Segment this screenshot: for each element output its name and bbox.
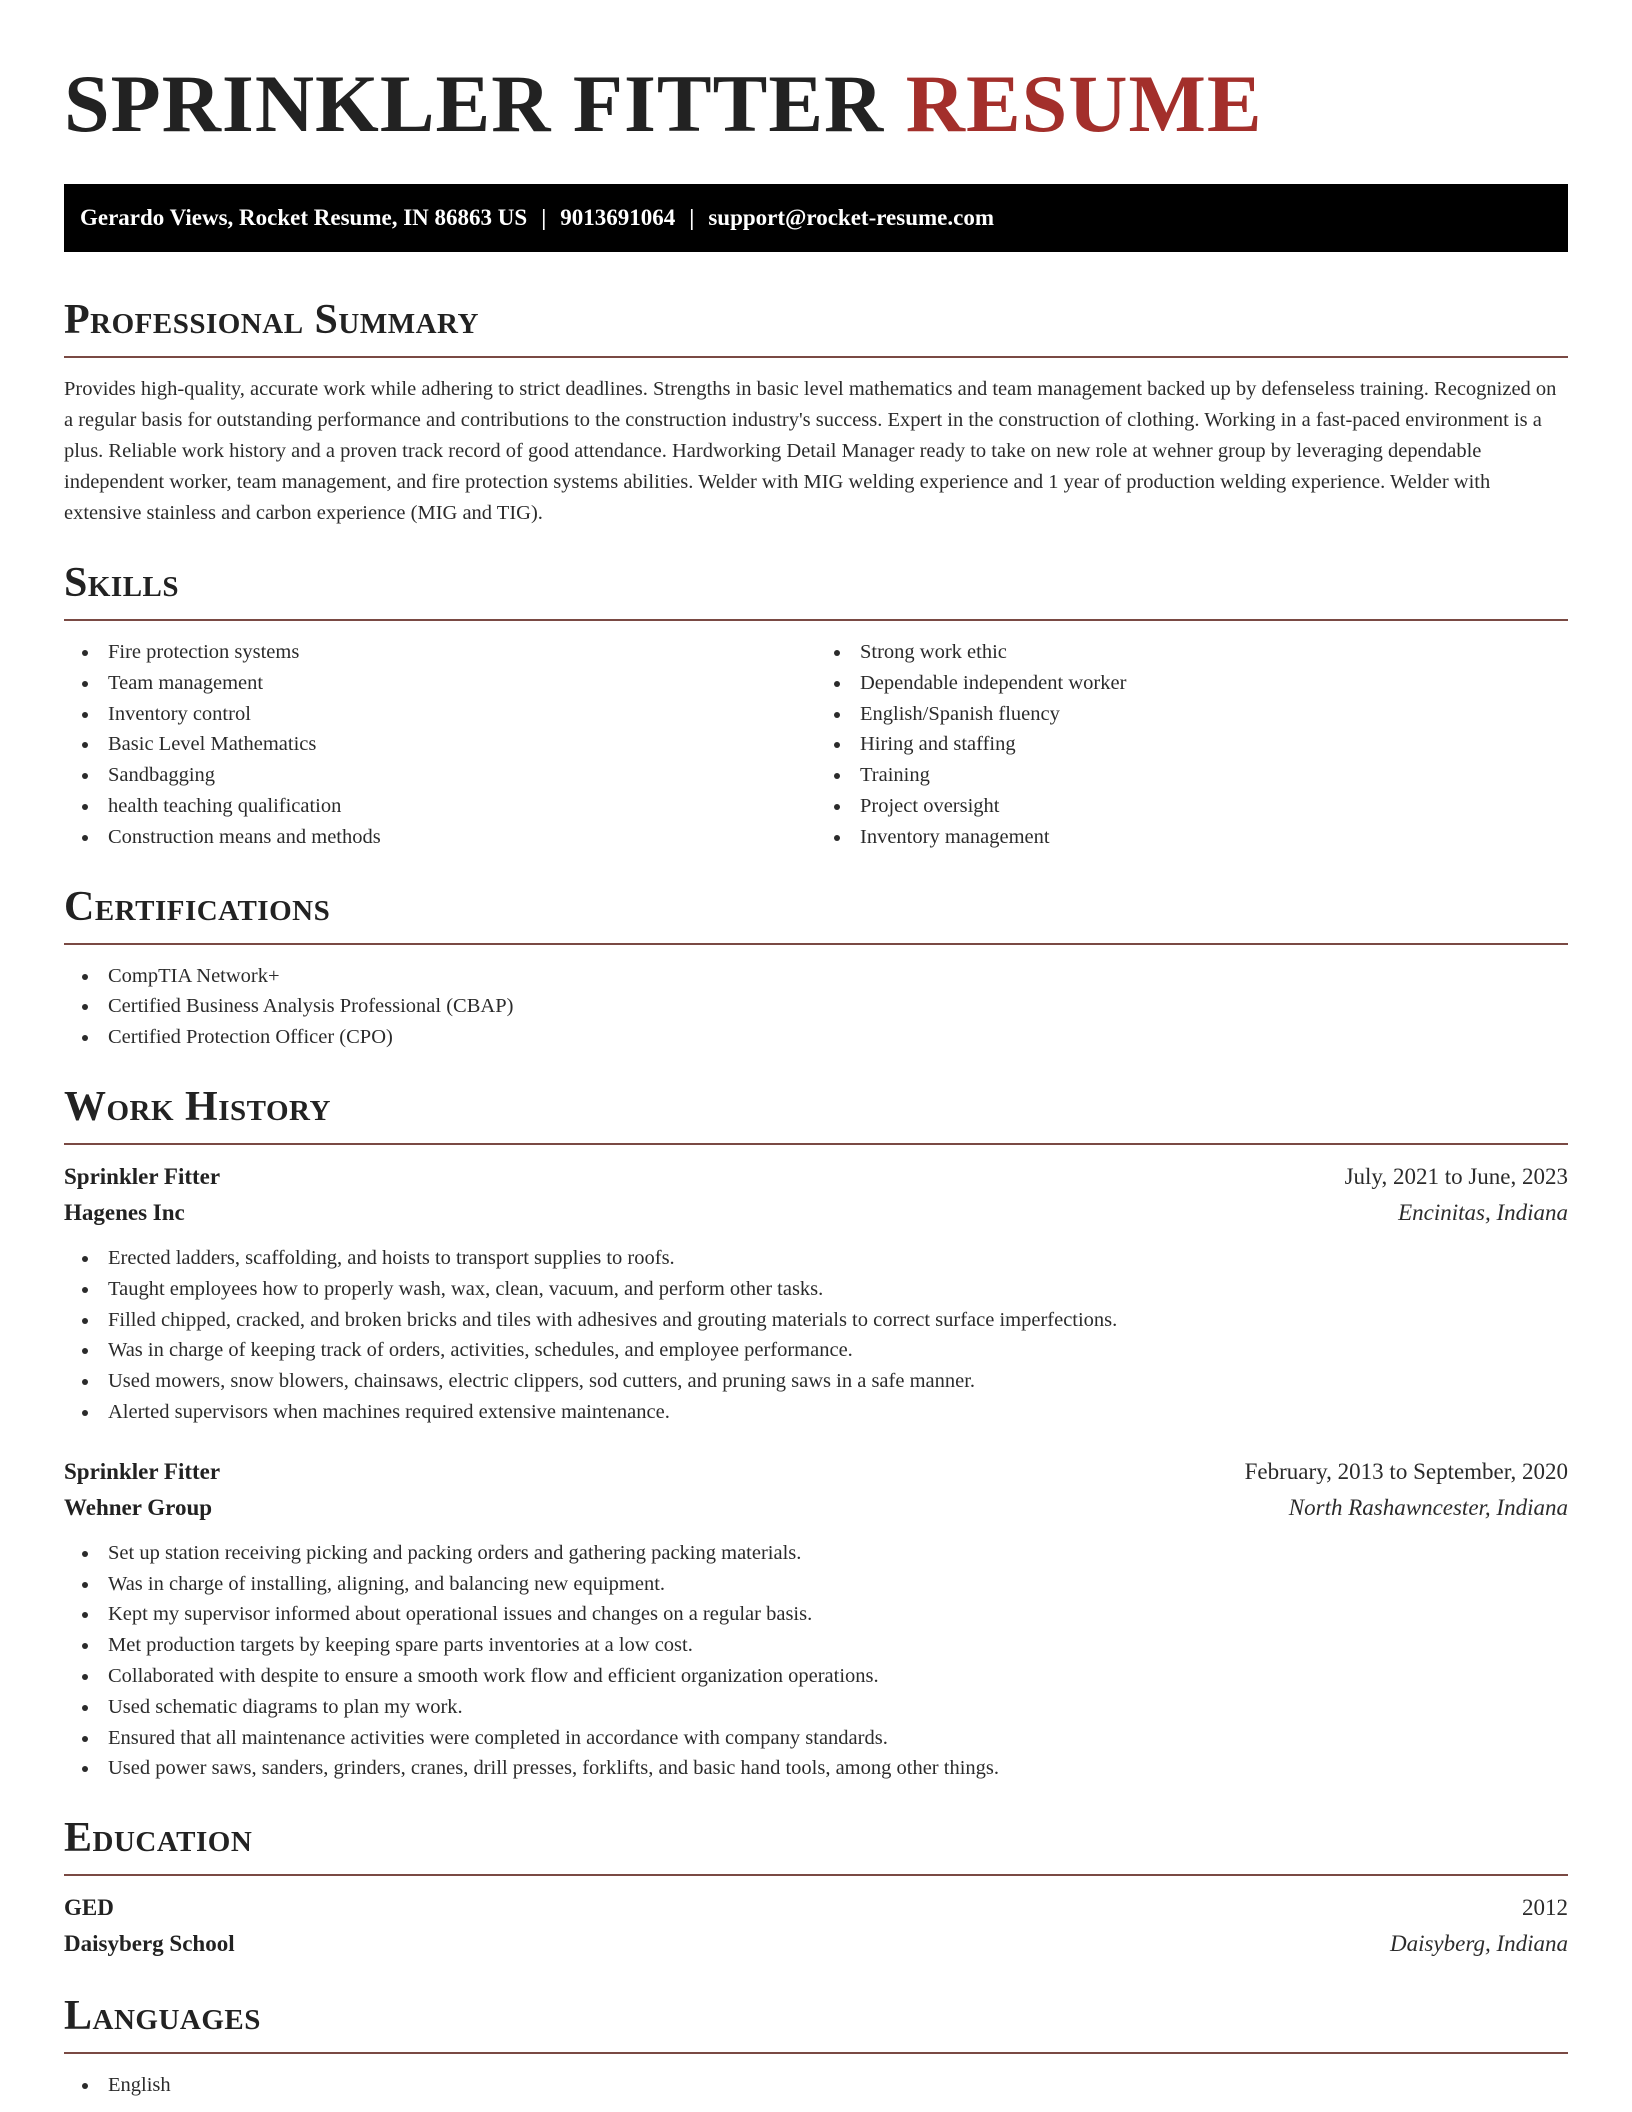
job-duty: Used schematic diagrams to plan my work. (64, 1692, 1568, 1723)
resume-title (64, 0, 1568, 152)
skill-item: Team management (64, 668, 816, 699)
skill-item: Dependable independent worker (816, 668, 1568, 699)
job-duty: Used mowers, snow blowers, chainsaws, electric clippers, sod cutters, and pruning saws in a safe manner. (64, 1366, 1568, 1397)
section-divider (64, 1143, 1568, 1145)
job-duty: Set up station receiving picking and packing orders and gathering packing materials. (64, 1538, 1568, 1569)
job-company: Wehner Group (64, 1494, 213, 1520)
title-main: SPRINKLER FITTER (64, 58, 885, 149)
job-duty: Alerted supervisors when machines required extensive maintenance. (64, 1397, 1568, 1428)
language-item: English (64, 2070, 1568, 2101)
job-dates: February, 2013 to September, 2020 (1244, 1458, 1568, 1484)
education-section (64, 1814, 1568, 1962)
job-entry (64, 1159, 1568, 1428)
section-divider (64, 356, 1568, 358)
job-entry (64, 1454, 1568, 1784)
certification-item: CompTIA Network+ (64, 961, 1568, 992)
job-company: Hagenes Inc (64, 1199, 185, 1225)
skills-list-right (816, 637, 1568, 853)
job-subheader (64, 1195, 1568, 1231)
title-accent: RESUME (905, 58, 1263, 149)
skills-grid (64, 637, 1568, 853)
skill-item: Construction means and methods (64, 822, 816, 853)
skill-item: Project oversight (816, 791, 1568, 822)
skill-item: Strong work ethic (816, 637, 1568, 668)
education-degree: GED (64, 1895, 114, 1921)
job-duty: Collaborated with despite to ensure a smooth work flow and efficient organization operations. (64, 1661, 1568, 1692)
job-subheader (64, 1490, 1568, 1526)
contact-phone[interactable]: 9013691064 (560, 205, 676, 230)
education-location: Daisyberg, Indiana (1389, 1931, 1568, 1957)
skills-section (64, 559, 1568, 853)
job-header (64, 1159, 1568, 1195)
skills-list-left (64, 637, 816, 853)
certification-item: Certified Business Analysis Professional (CBAP) (64, 991, 1568, 1022)
job-duty: Met production targets by keeping spare parts inventories at a low cost. (64, 1630, 1568, 1661)
skill-item: Fire protection systems (64, 637, 816, 668)
job-header (64, 1454, 1568, 1490)
certifications-section (64, 883, 1568, 1053)
contact-separator: | (689, 205, 695, 230)
education-school: Daisyberg School (64, 1931, 235, 1957)
education-heading: Education (64, 1815, 253, 1862)
languages-heading: Languages (64, 1993, 261, 2040)
contact-address: Gerardo Views, Rocket Resume, IN 86863 US (80, 205, 528, 230)
skill-item: Inventory management (816, 822, 1568, 853)
contact-email[interactable]: support@rocket-resume.com (708, 205, 994, 230)
summary-section (64, 296, 1568, 529)
contact-bar (64, 184, 1568, 252)
job-dates: July, 2021 to June, 2023 (1344, 1163, 1568, 1189)
job-duties-list (64, 1243, 1568, 1428)
section-divider (64, 619, 1568, 621)
contact-separator: | (541, 205, 547, 230)
section-divider (64, 943, 1568, 945)
education-entry (64, 1890, 1568, 1962)
work-history-heading: Work History (64, 1083, 331, 1130)
section-divider (64, 1874, 1568, 1876)
work-history-section (64, 1083, 1568, 1784)
languages-list (64, 2070, 1568, 2101)
certifications-heading: Certifications (64, 883, 331, 930)
certifications-list (64, 961, 1568, 1053)
skill-item: Basic Level Mathematics (64, 729, 816, 760)
job-duties-list (64, 1538, 1568, 1784)
summary-heading: Professional Summary (64, 297, 479, 343)
summary-text: Provides high-quality, accurate work while adhering to strict deadlines. Strengths in basic level mathematics and team management backed up by defenseless training. Recognized on a regular basis for outstanding performance and contributions to the construction industry's success. Expert in the construction of clothing. Working in a fast-paced environment is a plus. Reliable work history and a proven track record of good attendance. Hardworking Detail Manager ready to take on new role at wehner group by leveraging dependable independent worker, team management, and fire protection systems abilities. Welder with MIG welding experience and 1 year of production welding experience. Welder with extensive stainless and carbon experience (MIG and TIG). (64, 378, 1557, 524)
skills-heading: Skills (64, 560, 180, 606)
job-title: Sprinkler Fitter (64, 1163, 221, 1189)
skill-item: Inventory control (64, 699, 816, 730)
job-location: Encinitas, Indiana (1398, 1199, 1568, 1225)
skill-item: Training (816, 760, 1568, 791)
job-duty: Was in charge of keeping track of orders, activities, schedules, and employee performance. (64, 1335, 1568, 1366)
skill-item: Hiring and staffing (816, 729, 1568, 760)
education-subheader (64, 1926, 1568, 1962)
certification-item: Certified Protection Officer (CPO) (64, 1022, 1568, 1053)
job-title: Sprinkler Fitter (64, 1458, 221, 1484)
job-duty: Kept my supervisor informed about operational issues and changes on a regular basis. (64, 1599, 1568, 1630)
job-duty: Used power saws, sanders, grinders, cranes, drill presses, forklifts, and basic hand tools, among other things. (64, 1753, 1568, 1784)
section-divider (64, 2052, 1568, 2054)
job-duty: Ensured that all maintenance activities were completed in accordance with company standards. (64, 1723, 1568, 1754)
skill-item: Sandbagging (64, 760, 816, 791)
skill-item: English/Spanish fluency (816, 699, 1568, 730)
job-location: North Rashawncester, Indiana (1288, 1494, 1568, 1520)
job-duty: Erected ladders, scaffolding, and hoists to transport supplies to roofs. (64, 1243, 1568, 1274)
job-duty: Taught employees how to properly wash, wax, clean, vacuum, and perform other tasks. (64, 1274, 1568, 1305)
job-duty: Filled chipped, cracked, and broken bricks and tiles with adhesives and grouting materials to correct surface imperfections. (64, 1305, 1568, 1336)
skill-item: health teaching qualification (64, 791, 816, 822)
education-header (64, 1890, 1568, 1926)
languages-section (64, 1992, 1568, 2101)
job-duty: Was in charge of installing, aligning, and balancing new equipment. (64, 1569, 1568, 1600)
education-year: 2012 (1522, 1895, 1568, 1921)
